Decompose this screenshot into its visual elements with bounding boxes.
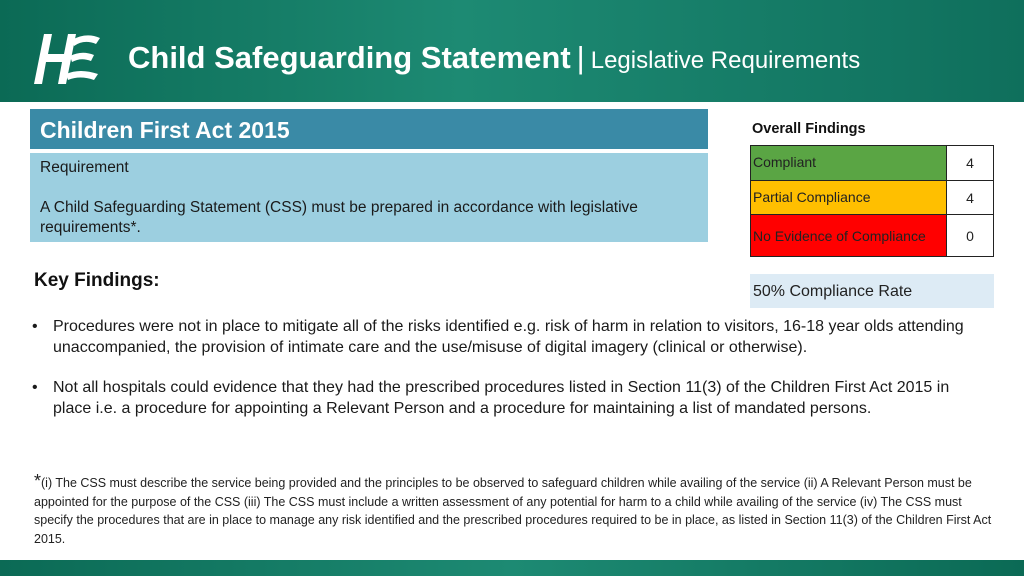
requirement-label: Requirement [40, 159, 129, 176]
act-title-bar: Children First Act 2015 [30, 109, 708, 149]
list-item: • Not all hospitals could evidence that they had the prescribed procedures listed in Section 11(3) of the Children First Act 2015 in place i.e. a procedure for appointing a Relevant Person and a procedure for maintaining a list of mandated persons. [30, 377, 990, 419]
overall-findings-table [750, 145, 994, 257]
requirement-box [30, 153, 708, 242]
hse-logo [30, 30, 106, 88]
compliance-rate: 50% Compliance Rate [750, 274, 994, 308]
title-separator: | [576, 40, 585, 75]
compliant-value: 4 [947, 146, 994, 181]
key-findings-list [30, 316, 990, 438]
no-evidence-value: 0 [947, 215, 994, 257]
footnote-text: (i) The CSS must describe the service being provided and the principles to be observed to safeguard children while availing of the service (ii) A Relevant Person must be appointed for the purpose of the CSS (iii) The CSS must include a written assessment of any potential for harm to a child while availing of the service (iv) The CSS must specify the procedures that are in place to manage any risk identified and the prescribed procedures required to be in place, as listed in Section 11(3) of the Children First Act 2015. [34, 476, 992, 546]
header-banner [0, 0, 1024, 102]
requirement-text: A Child Safeguarding Statement (CSS) must be prepared in accordance with legislative requirements*. [40, 199, 638, 236]
no-evidence-label: No Evidence of Compliance [751, 215, 947, 257]
table-row [751, 146, 994, 181]
compliant-label: Compliant [751, 146, 947, 181]
list-item: • Procedures were not in place to mitigate all of the risks identified e.g. risk of harm in relation to visitors, 16-18 year olds attending unaccompanied, the provision of intimate care and the use/misuse of digital imagery (clinical or otherwise). [30, 316, 990, 358]
footer-bar [0, 560, 1024, 576]
footnote [34, 472, 1002, 548]
key-findings-title: Key Findings: [34, 270, 160, 291]
title-sub: Legislative Requirements [590, 47, 861, 74]
partial-compliance-value: 4 [947, 181, 994, 215]
table-row [751, 215, 994, 257]
table-row [751, 181, 994, 215]
footnote-star: * [34, 471, 42, 491]
partial-compliance-label: Partial Compliance [751, 181, 947, 215]
title-main: Child Safeguarding Statement [128, 40, 571, 75]
page-title [128, 40, 860, 76]
overall-findings-label: Overall Findings [752, 121, 866, 137]
